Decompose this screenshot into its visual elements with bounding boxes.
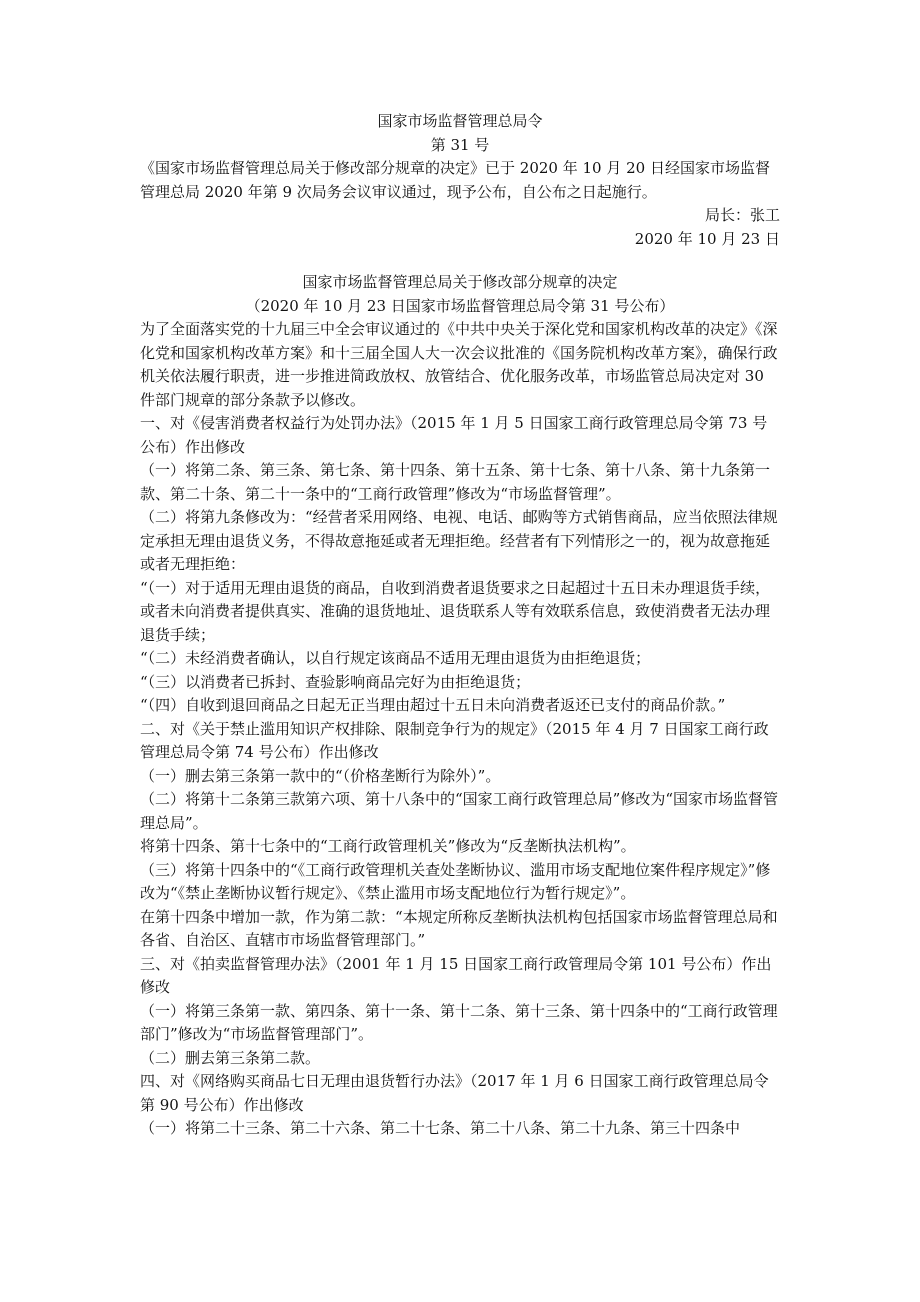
decision-paragraph: “（一）对于适用无理由退货的商品，自收到消费者退货要求之日起超过十五日未办理退货手续，或者未向消费者提供真实、准确的退货地址、退货联系人等有效联系信息，致使消费者无法办理退货手续； [140, 578, 771, 644]
decision-paragraph: （一）将第二十三条、第二十六条、第二十七条、第二十八条、第二十九条、第三十四条中 [140, 1119, 741, 1137]
decision-paragraph: 为了全面落实党的十九届三中全会审议通过的《中共中央关于深化党和国家机构改革的决定》《深化党和国家机构改革方案》和十三届全国人大一次会议批准的《国务院机构改革方案》，确保行政机关依法履行职责，进一步推进简政放权、放管结合、优化服务改革，市场监管总局决定对 30 件部门规章的部分条款予以修改。 [140, 320, 778, 409]
decision-title: 国家市场监督管理总局关于修改部分规章的决定 [302, 273, 618, 291]
decision-paragraph: 将第十四条、第十七条中的“工商行政管理机关”修改为“反垄断执法机构”。 [140, 837, 636, 855]
document-page [140, 110, 780, 1141]
decision-paragraph: 在第十四条中增加一款，作为第二款：“本规定所称反垄断执法机构包括国家市场监督管理总局和各省、自治区、直辖市市场监督管理部门。” [140, 907, 778, 949]
section-spacer [140, 251, 780, 271]
decision-paragraph: （一）将第二条、第三条、第七条、第十四条、第十五条、第十七条、第十八条、第十九条第一款、第二十条、第二十一条中的“工商行政管理”修改为“市场监督管理”。 [140, 461, 771, 503]
order-number: 第 31 号 [430, 135, 490, 154]
decision-paragraph: （一）将第三条第一款、第四条、第十一条、第十二条、第十三条、第十四条中的“工商行政管理部门”修改为“市场监督管理部门”。 [140, 1001, 778, 1043]
order-date: 2020 年 10 月 23 日 [634, 229, 780, 248]
decision-paragraph: “（三）以消费者已拆封、查验影响商品完好为由拒绝退货； [140, 672, 531, 691]
decision-paragraph: 三、对《拍卖监督管理办法》（2001 年 1 月 15 日国家工商行政管理局令第 101 号公布）作出修改 [140, 954, 772, 996]
decision-paragraph: 一、对《侵害消费者权益行为处罚办法》（2015 年 1 月 5 日国家工商行政管理总局令第 73 号公布）作出修改 [140, 414, 768, 456]
decision-paragraph: （二）删去第三条第二款。 [140, 1048, 321, 1067]
decision-paragraph: 四、对《网络购买商品七日无理由退货暂行办法》（2017 年 1 月 6 日国家工商行政管理总局令第 90 号公布）作出修改 [140, 1072, 769, 1114]
decision-paragraph: （二）将第十二条第三款第六项、第十八条中的“国家工商行政管理总局”修改为“国家市场监督管理总局”。 [140, 790, 779, 832]
order-signatory: 局长：张工 [704, 206, 780, 224]
decision-paragraph: （一）删去第三条第一款中的“（价格垄断行为除外）”。 [140, 766, 501, 785]
decision-paragraph: （三）将第十四条中的“《工商行政管理机关查处垄断协议、滥用市场支配地位案件程序规定》”修改为“《禁止垄断协议暂行规定》、《禁止滥用市场支配地位行为暂行规定》”。 [140, 860, 771, 902]
decision-paragraph: （二）将第九条修改为：“经营者采用网络、电视、电话、邮购等方式销售商品，应当依照法律规定承担无理由退货义务，不得故意拖延或者无理拒绝。经营者有下列情形之一的，视为故意拖延或者无理拒绝： [140, 508, 778, 573]
order-title: 国家市场监督管理总局令 [377, 112, 543, 130]
decision-paragraph: “（二）未经消费者确认，以自行规定该商品不适用无理由退货为由拒绝退货； [140, 649, 651, 667]
order-announcement: 《国家市场监督管理总局关于修改部分规章的决定》已于 2020 年 10 月 20 日经国家市场监督管理总局 2020 年第 9 次局务会议审议通过，现予公布，自公布之日起施行。 [140, 159, 770, 201]
decision-paragraph: “（四）自收到退回商品之日起无正当理由超过十五日未向消费者返还已支付的商品价款。” [140, 696, 726, 714]
decision-subtitle: （2020 年 10 月 23 日国家市场监督管理总局令第 31 号公布） [245, 296, 675, 315]
decision-paragraph: 二、对《关于禁止滥用知识产权排除、限制竞争行为的规定》（2015 年 4 月 7 日国家工商行政管理总局令第 74 号公布）作出修改 [140, 719, 769, 761]
